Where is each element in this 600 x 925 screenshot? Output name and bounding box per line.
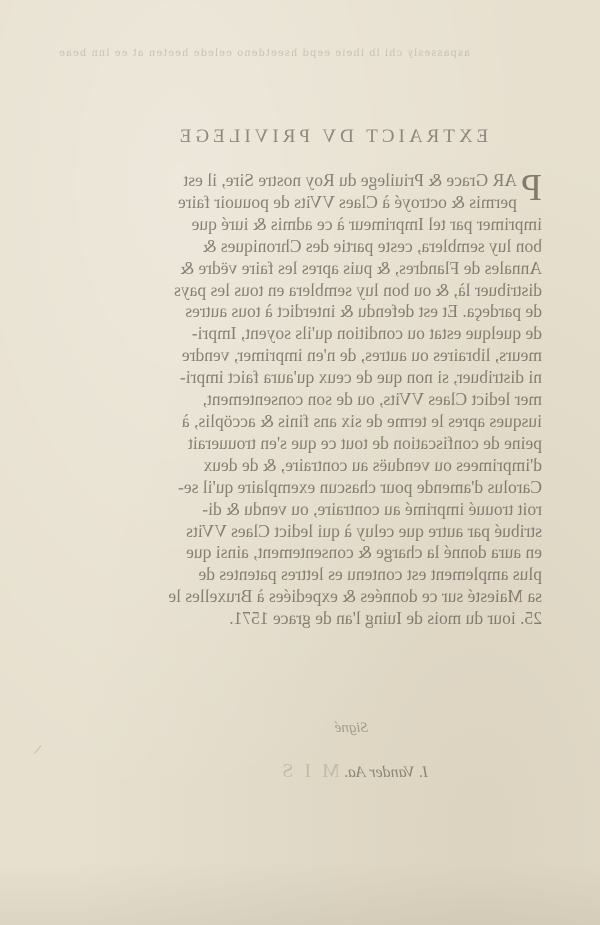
- body-line: bon luy semblera, ceste partie des Chroniques &: [202, 235, 542, 256]
- body-line: plus amplement est contenu es lettres patentes de: [198, 564, 542, 585]
- body-line: ni distribuer, si non que de ceux qu'aura faict impri-: [179, 367, 542, 388]
- privilege-heading: EXTRAICT DV PRIVILEGE: [175, 126, 489, 147]
- body-line: roit trouué imprimé au contraire, ou vendu & di-: [202, 498, 542, 519]
- signature-blot: M I S: [279, 760, 340, 782]
- body-line: Annales de Flandres, & puis apres les faire vëdre &: [180, 257, 542, 278]
- body-line: de pardeça. Et est defendu & interdict à tous autres: [185, 301, 542, 322]
- body-lines: [58, 167, 542, 630]
- signe-label: Signé: [334, 720, 368, 736]
- body-line: imprimer par tel Imprimeur à ce admis & iuré que: [191, 213, 542, 234]
- body-line: 25. iour du mois de Iuing l'an de grace 1571.: [229, 608, 542, 629]
- corner-mark: [24, 736, 42, 753]
- privilege-body: [58, 167, 542, 630]
- body-line: permis & octroyé à Claes VVits de pouuoir faire: [178, 191, 517, 212]
- body-line: peine de confiscation de tout ce que s'en trouuerait: [188, 432, 542, 453]
- drop-cap: P: [520, 167, 542, 209]
- signature: [279, 760, 428, 783]
- top-bleed-text: aspassesly chi lb iheie eepd hseetdeno eelede heeten at ee lnn beae: [58, 48, 470, 59]
- signature-name: I. Vander Aa.: [343, 764, 428, 781]
- body-line: sa Maiesté sur ce données & expediées à Bruxelles le: [168, 586, 542, 607]
- body-line: iusques apres le terme de six ans finis & accöplis, à: [181, 410, 542, 431]
- body-line: d'imprimees ou venduës au contraire, & de deux: [203, 454, 542, 475]
- body-line: meurs, libraires ou autres, de n'en imprimer, vendre: [181, 345, 542, 366]
- body-line: Carolus d'amende pour chascun exemplaire qu'il se-: [178, 476, 542, 497]
- body-line: stribué par autre que celuy à qui ledict Claes VVits: [186, 520, 542, 541]
- body-line: en aura donné la charge & consentement, ainsi que: [186, 542, 542, 563]
- body-line: AR Grace & Priuilege du Roy nostre Sire, il est: [183, 170, 517, 190]
- body-line: distribuer là, & ou bon luy semblera en tous les pays: [174, 279, 542, 300]
- page-shadow: [0, 860, 600, 925]
- body-line: mer ledict Claes VVits, ou de son consentement,: [202, 389, 542, 410]
- body-line: de quelque estat ou condition qu'ils soyent, Impri-: [191, 323, 542, 344]
